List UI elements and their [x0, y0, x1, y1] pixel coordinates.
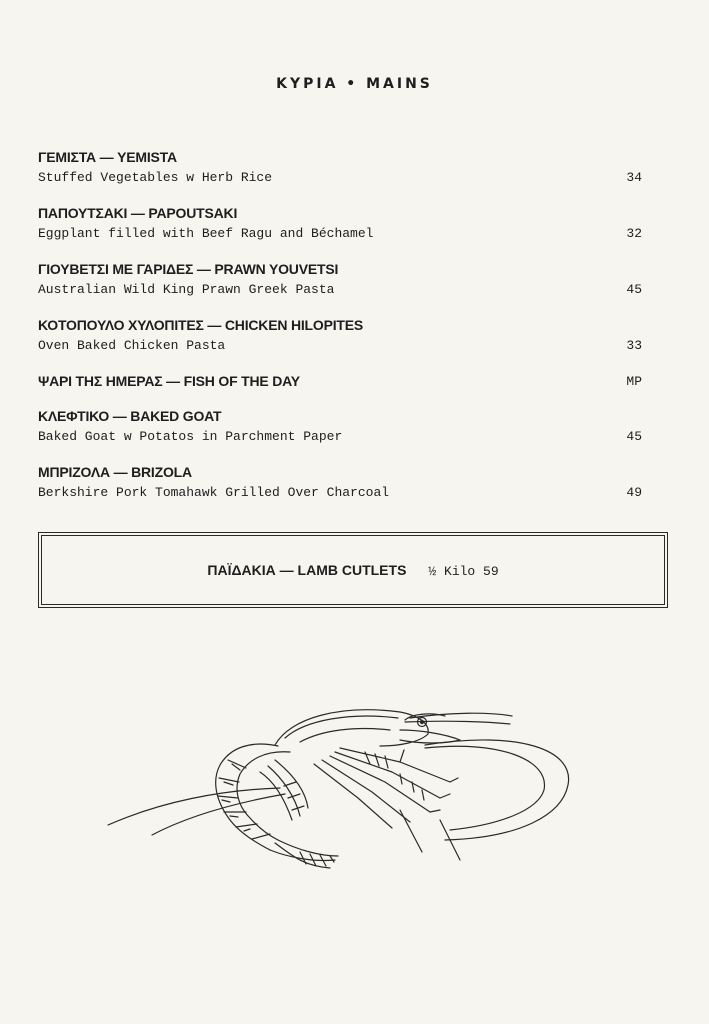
item-description: Eggplant filled with Beef Ragu and Béchamel	[38, 226, 374, 241]
item-name: ΚΟΤΟΠΟΥΛΟ ΧΥΛΟΠΙΤΕΣ — CHICKEN HILOPITES	[38, 317, 364, 333]
item-name: ΨΑΡΙ ΤΗΣ ΗΜΕΡΑΣ — FISH OF THE DAY	[38, 373, 300, 389]
section-title: ΚΥΡΙΑ • MAINS	[276, 76, 433, 92]
item-price: 34	[626, 170, 642, 185]
menu-item-prawn-youvetsi	[38, 260, 642, 316]
menu-item-papoutsaki	[38, 204, 642, 260]
item-price: 45	[626, 282, 642, 297]
item-price: 33	[626, 338, 642, 353]
item-description: Berkshire Pork Tomahawk Grilled Over Charcoal	[38, 485, 390, 500]
item-price: MP	[626, 374, 642, 389]
feature-box-lamb-cutlets	[38, 532, 668, 608]
item-name: ΚΛΕΦΤΙΚΟ — BAKED GOAT	[38, 408, 222, 424]
item-description: Stuffed Vegetables w Herb Rice	[38, 170, 273, 185]
menu-item-chicken-hilopites	[38, 316, 642, 372]
item-description: Baked Goat w Potatos in Parchment Paper	[38, 429, 343, 444]
item-description: Oven Baked Chicken Pasta	[38, 338, 226, 353]
item-name: ΜΠΡΙΖΟΛΑ — BRIZOLA	[38, 464, 192, 480]
feature-name: ΠΑΪΔΑΚΙΑ — LAMB CUTLETS	[207, 562, 407, 578]
feature-line	[39, 562, 667, 580]
menu-item-baked-goat	[38, 407, 642, 463]
menu-list	[38, 148, 642, 519]
item-name: ΓΕΜΙΣΤΑ — YEMISTA	[38, 149, 177, 165]
menu-item-brizola	[38, 463, 642, 519]
item-name: ΓΙΟΥΒΕΤΣΙ ΜΕ ΓΑΡΙΔΕΣ — PRAWN YOUVETSI	[38, 261, 339, 277]
feature-quantity-price: ½ Kilo 59	[428, 564, 499, 579]
prawn-illustration	[100, 690, 580, 870]
item-price: 32	[626, 226, 642, 241]
item-price: 49	[626, 485, 642, 500]
item-price: 45	[626, 429, 642, 444]
menu-item-fish-of-the-day	[38, 372, 642, 407]
menu-item-yemista	[38, 148, 642, 204]
item-name: ΠΑΠΟΥΤΣΑΚΙ — PAPOUTSAKI	[38, 205, 238, 221]
item-description: Australian Wild King Prawn Greek Pasta	[38, 282, 335, 297]
